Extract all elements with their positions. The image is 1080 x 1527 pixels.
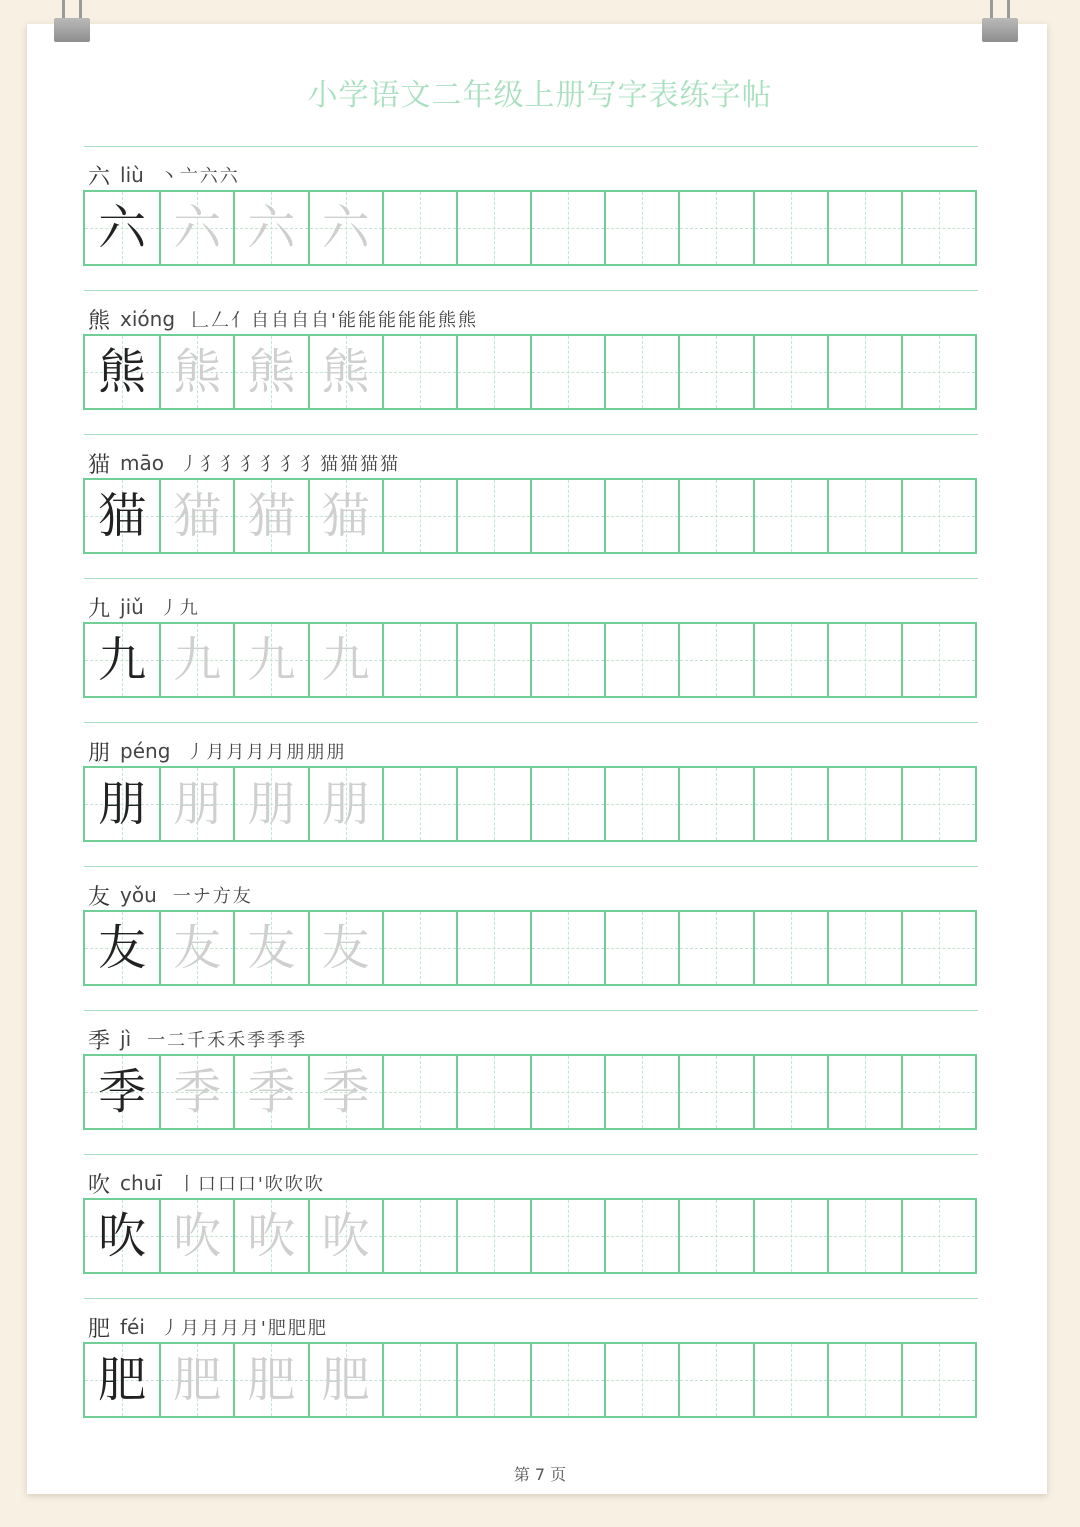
empty-practice-cell[interactable] [901,768,975,840]
trace-character-cell [233,1200,307,1272]
trace-character: 熊 [321,344,370,400]
empty-practice-cell[interactable] [530,624,604,696]
trace-character-cell [233,480,307,552]
trace-character: 友 [247,920,296,976]
trace-character-cell [159,336,233,408]
header-character: 肥 [88,1316,111,1342]
empty-practice-cell[interactable] [604,912,678,984]
stroke-order: 丿九 [159,598,200,619]
row-header [88,1168,325,1198]
empty-practice-cell[interactable] [827,336,901,408]
trace-character: 友 [321,920,370,976]
model-character-cell [85,624,159,696]
trace-character: 季 [247,1064,296,1120]
model-character: 猫 [98,488,147,544]
model-character-cell [85,1056,159,1128]
binder-clip-right [980,0,1020,44]
row-separator [84,578,978,579]
empty-practice-cell[interactable] [901,912,975,984]
empty-practice-cell[interactable] [901,624,975,696]
empty-practice-cell[interactable] [678,336,752,408]
empty-practice-cell[interactable] [382,1344,456,1416]
stroke-order: 丿月月月月朋朋朋 [186,742,347,763]
empty-practice-cell[interactable] [678,480,752,552]
binder-clip-left [52,0,92,44]
trace-character: 肥 [173,1352,222,1408]
writing-grid [83,334,977,410]
empty-practice-cell[interactable] [753,336,827,408]
trace-character-cell [308,1200,382,1272]
trace-character: 吹 [321,1208,370,1264]
empty-practice-cell[interactable] [530,480,604,552]
model-character: 熊 [98,344,147,400]
row-separator [84,146,978,147]
stroke-order: 丿月月月月'肥肥肥 [160,1318,328,1339]
empty-practice-cell[interactable] [604,1200,678,1272]
header-character: 熊 [88,308,111,334]
trace-character-cell [233,768,307,840]
trace-character: 朋 [173,776,222,832]
empty-practice-cell[interactable] [456,192,530,264]
trace-character: 熊 [173,344,222,400]
pinyin-label: yǒu [120,883,157,907]
stroke-order: 𠃊𠃋亻自自自自'能能能能能熊熊 [191,310,478,331]
row-separator [84,722,978,723]
trace-character: 肥 [247,1352,296,1408]
trace-character: 季 [173,1064,222,1120]
empty-practice-cell[interactable] [382,768,456,840]
pinyin-label: chuī [120,1171,162,1195]
empty-practice-cell[interactable] [604,1344,678,1416]
empty-practice-cell[interactable] [901,336,975,408]
empty-practice-cell[interactable] [604,1056,678,1128]
trace-character: 猫 [247,488,296,544]
row-separator [84,1154,978,1155]
pinyin-label: féi [120,1315,145,1339]
stroke-order: 一ナ方友 [172,886,253,907]
trace-character-cell [308,1056,382,1128]
empty-practice-cell[interactable] [456,480,530,552]
writing-grid [83,910,977,986]
empty-practice-cell[interactable] [901,192,975,264]
empty-practice-cell[interactable] [827,624,901,696]
header-character: 猫 [88,452,111,478]
empty-practice-cell[interactable] [827,1200,901,1272]
empty-practice-cell[interactable] [753,1056,827,1128]
row-header [88,1312,328,1342]
row-header [88,160,240,190]
stroke-order: 一二千禾禾季季季 [147,1030,308,1051]
row-header [88,1024,307,1054]
trace-character: 友 [173,920,222,976]
empty-practice-cell[interactable] [382,480,456,552]
header-character: 季 [88,1028,111,1054]
trace-character-cell [233,624,307,696]
trace-character-cell [308,1344,382,1416]
empty-practice-cell[interactable] [678,192,752,264]
empty-practice-cell[interactable] [530,768,604,840]
pinyin-label: māo [120,451,164,475]
empty-practice-cell[interactable] [827,768,901,840]
empty-practice-cell[interactable] [827,1056,901,1128]
row-separator [84,866,978,867]
empty-practice-cell[interactable] [530,912,604,984]
empty-practice-cell[interactable] [456,768,530,840]
trace-character: 熊 [247,344,296,400]
model-character-cell [85,768,159,840]
trace-character-cell [159,624,233,696]
trace-character: 吹 [173,1208,222,1264]
writing-grid [83,766,977,842]
empty-practice-cell[interactable] [827,912,901,984]
empty-practice-cell[interactable] [604,768,678,840]
trace-character-cell [159,1200,233,1272]
empty-practice-cell[interactable] [604,336,678,408]
trace-character-cell [308,912,382,984]
pinyin-label: jì [120,1027,132,1051]
trace-character-cell [159,1344,233,1416]
empty-practice-cell[interactable] [456,1344,530,1416]
writing-grid [83,1198,977,1274]
model-character: 友 [98,920,147,976]
trace-character: 六 [247,200,296,256]
empty-practice-cell[interactable] [530,1344,604,1416]
header-character: 朋 [88,740,111,766]
empty-practice-cell[interactable] [753,624,827,696]
empty-practice-cell[interactable] [678,912,752,984]
row-header [88,304,478,334]
trace-character-cell [308,336,382,408]
model-character: 九 [98,632,147,688]
empty-practice-cell[interactable] [827,192,901,264]
row-separator [84,290,978,291]
empty-practice-cell[interactable] [678,1056,752,1128]
model-character: 肥 [98,1352,147,1408]
trace-character-cell [308,768,382,840]
empty-practice-cell[interactable] [753,1200,827,1272]
trace-character-cell [233,192,307,264]
trace-character: 九 [173,632,222,688]
writing-grid [83,478,977,554]
stroke-order: 丿犭犭犭犭犭犭猫猫猫猫 [180,454,400,475]
stroke-order: 丶亠六六 [159,166,240,187]
empty-practice-cell[interactable] [604,192,678,264]
trace-character: 肥 [321,1352,370,1408]
header-character: 九 [88,596,111,622]
empty-practice-cell[interactable] [678,624,752,696]
writing-grid [83,1054,977,1130]
pinyin-label: jiǔ [120,595,144,619]
empty-practice-cell[interactable] [901,1200,975,1272]
writing-grid [83,190,977,266]
empty-practice-cell[interactable] [753,912,827,984]
empty-practice-cell[interactable] [753,480,827,552]
trace-character-cell [159,768,233,840]
empty-practice-cell[interactable] [382,336,456,408]
trace-character-cell [159,912,233,984]
model-character-cell [85,1344,159,1416]
trace-character: 九 [321,632,370,688]
pinyin-label: xióng [120,307,176,331]
empty-practice-cell[interactable] [901,1056,975,1128]
trace-character: 九 [247,632,296,688]
model-character-cell [85,1200,159,1272]
header-character: 友 [88,884,111,910]
model-character: 朋 [98,776,147,832]
empty-practice-cell[interactable] [827,1344,901,1416]
trace-character: 朋 [247,776,296,832]
stroke-order: 丨口口口'吹吹吹 [177,1174,325,1195]
empty-practice-cell[interactable] [604,624,678,696]
empty-practice-cell[interactable] [456,912,530,984]
header-character: 六 [88,164,111,190]
empty-practice-cell[interactable] [530,336,604,408]
trace-character: 猫 [321,488,370,544]
page-title: 小学语文二年级上册写字表练字帖 [307,78,773,113]
pinyin-label: péng [120,739,171,763]
header-character: 吹 [88,1172,111,1198]
empty-practice-cell[interactable] [753,768,827,840]
trace-character: 六 [321,200,370,256]
trace-character-cell [159,1056,233,1128]
model-character-cell [85,192,159,264]
row-separator [84,1010,978,1011]
trace-character: 吹 [247,1208,296,1264]
trace-character-cell [308,480,382,552]
empty-practice-cell[interactable] [753,192,827,264]
trace-character-cell [233,1344,307,1416]
empty-practice-cell[interactable] [382,912,456,984]
empty-practice-cell[interactable] [604,480,678,552]
empty-practice-cell[interactable] [530,1056,604,1128]
empty-practice-cell[interactable] [678,768,752,840]
trace-character-cell [159,480,233,552]
empty-practice-cell[interactable] [901,480,975,552]
trace-character: 猫 [173,488,222,544]
empty-practice-cell[interactable] [382,624,456,696]
page-number: 第 7 页 [513,1465,567,1484]
empty-practice-cell[interactable] [456,1200,530,1272]
empty-practice-cell[interactable] [901,1344,975,1416]
trace-character-cell [159,192,233,264]
empty-practice-cell[interactable] [382,1200,456,1272]
row-header [88,880,253,910]
empty-practice-cell[interactable] [753,1344,827,1416]
empty-practice-cell[interactable] [530,192,604,264]
row-header [88,592,200,622]
row-separator [84,434,978,435]
empty-practice-cell[interactable] [456,624,530,696]
empty-practice-cell[interactable] [456,336,530,408]
model-character: 季 [98,1064,147,1120]
empty-practice-cell[interactable] [456,1056,530,1128]
empty-practice-cell[interactable] [382,192,456,264]
model-character-cell [85,480,159,552]
writing-grid [83,1342,977,1418]
trace-character-cell [308,192,382,264]
row-header [88,736,346,766]
empty-practice-cell[interactable] [678,1200,752,1272]
trace-character: 季 [321,1064,370,1120]
empty-practice-cell[interactable] [382,1056,456,1128]
trace-character-cell [233,912,307,984]
empty-practice-cell[interactable] [678,1344,752,1416]
trace-character-cell [233,336,307,408]
model-character: 吹 [98,1208,147,1264]
model-character: 六 [98,200,147,256]
trace-character: 六 [173,200,222,256]
empty-practice-cell[interactable] [530,1200,604,1272]
model-character-cell [85,336,159,408]
row-separator [84,1298,978,1299]
pinyin-label: liù [120,163,144,187]
empty-practice-cell[interactable] [827,480,901,552]
row-header [88,448,400,478]
trace-character: 朋 [321,776,370,832]
trace-character-cell [308,624,382,696]
trace-character-cell [233,1056,307,1128]
writing-grid [83,622,977,698]
model-character-cell [85,912,159,984]
